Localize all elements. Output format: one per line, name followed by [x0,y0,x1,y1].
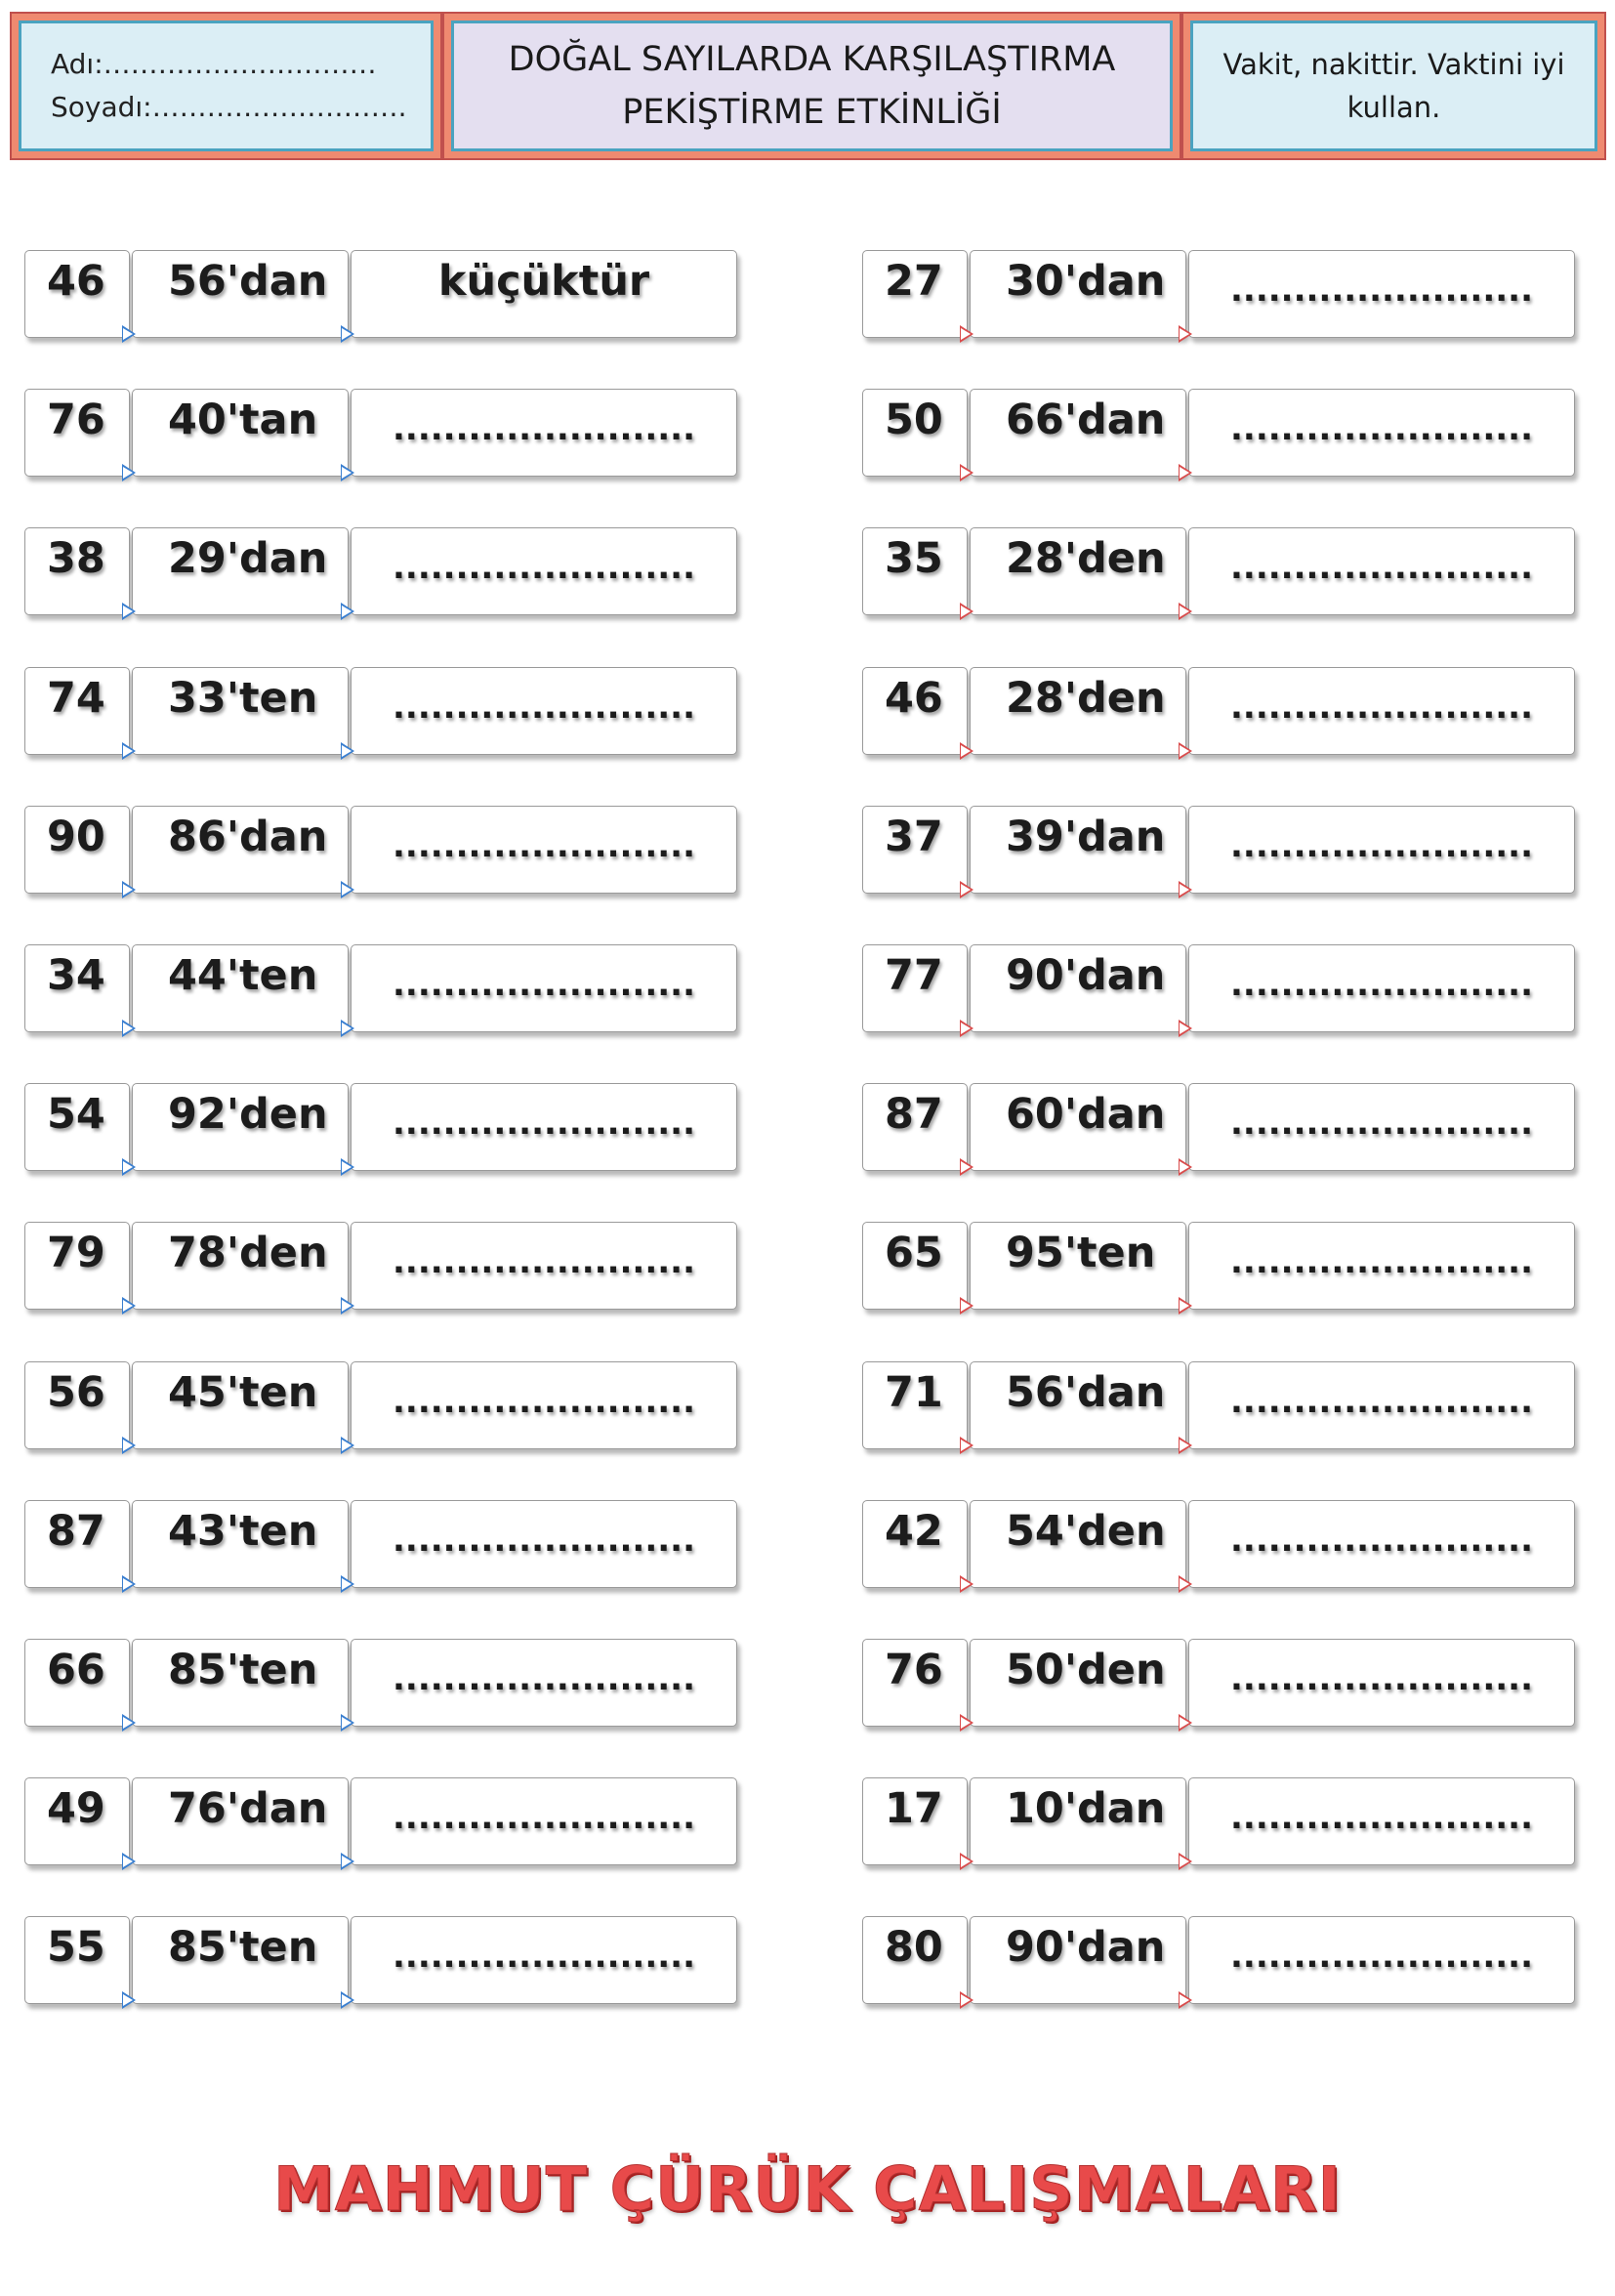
number-box [24,1777,130,1865]
answer-box[interactable] [351,806,737,894]
student-info-box [10,12,442,160]
comparison-value: 92'den [168,1090,328,1139]
answer-value[interactable]: ........................ [393,409,695,448]
arrow-icon [1179,881,1192,898]
number-box [24,1083,130,1171]
answer-value[interactable]: ........................ [393,1798,695,1837]
answer-box[interactable] [1188,527,1575,615]
arrow-icon [122,881,136,898]
number-box [862,389,968,477]
comparison-value: 10'dan [1006,1784,1166,1833]
comparison-value: 78'den [168,1229,328,1277]
author-footer: MAHMUT ÇÜRÜK ÇALIŞMALARI [273,2153,1342,2225]
comparison-box [132,1777,349,1865]
answer-box[interactable] [1188,1222,1575,1310]
motto-box [1181,12,1606,160]
comparison-box [970,1083,1186,1171]
arrow-icon [960,464,973,481]
comparison-value: 30'dan [1006,257,1166,306]
comparison-value: 43'ten [168,1507,318,1556]
number-box [862,250,968,338]
comparison-box [132,250,349,338]
answer-box[interactable] [351,527,737,615]
answer-box[interactable] [1188,1639,1575,1727]
number-box [862,806,968,894]
comparison-value: 90'dan [1006,1923,1166,1972]
number-value: 37 [885,813,943,861]
arrow-icon [341,1158,354,1176]
answer-box[interactable] [351,1777,737,1865]
comparison-value: 28'den [1006,674,1166,723]
surname-field-label[interactable]: Soyadı:………………………. [51,91,407,123]
student-info-inner [19,21,434,151]
number-box [862,1361,968,1449]
arrow-icon [960,325,973,343]
comparison-value: 85'ten [168,1923,318,1972]
arrow-icon [1179,325,1192,343]
number-box [24,1639,130,1727]
arrow-icon [122,1437,136,1454]
arrow-icon [1179,603,1192,620]
arrow-icon [122,603,136,620]
arrow-icon [960,1437,973,1454]
number-value: 71 [885,1368,943,1417]
comparison-box [970,1916,1186,2004]
arrow-icon [341,881,354,898]
answer-box[interactable] [1188,250,1575,338]
comparison-value: 66'dan [1006,396,1166,444]
answer-box[interactable] [1188,1916,1575,2004]
answer-value[interactable]: ........................ [1230,1798,1533,1837]
answer-box[interactable] [351,1500,737,1588]
answer-box[interactable] [1188,1361,1575,1449]
arrow-icon [122,1853,136,1870]
arrow-icon [122,1297,136,1315]
answer-box[interactable] [351,1639,737,1727]
answer-value[interactable]: ........................ [393,1382,695,1421]
arrow-icon [960,742,973,760]
number-value: 50 [885,396,943,444]
number-value: 76 [47,396,105,444]
arrow-icon [341,1853,354,1870]
arrow-icon [1179,1853,1192,1870]
comparison-value: 45'ten [168,1368,318,1417]
comparison-value: 95'ten [1006,1229,1156,1277]
comparison-box [132,1639,349,1727]
arrow-icon [960,603,973,620]
answer-value[interactable]: ........................ [1230,1937,1533,1976]
arrow-icon [341,1575,354,1593]
answer-value[interactable]: ........................ [393,688,695,727]
arrow-icon [122,464,136,481]
number-box [24,1361,130,1449]
answer-box[interactable] [351,1916,737,2004]
comparison-box [970,250,1186,338]
answer-box[interactable] [1188,944,1575,1032]
answer-box[interactable] [351,667,737,755]
comparison-value: 44'ten [168,951,318,1000]
comparison-box [132,806,349,894]
answer-value[interactable]: ........................ [1230,826,1533,865]
number-box [862,1222,968,1310]
number-box [862,1639,968,1727]
comparison-value: 28'den [1006,534,1166,583]
number-value: 42 [885,1507,943,1556]
number-box [862,944,968,1032]
number-value: 79 [47,1229,105,1277]
answer-value[interactable]: küçüktür [437,257,650,306]
comparison-value: 39'dan [1006,813,1166,861]
number-box [24,1500,130,1588]
comparison-box [970,1777,1186,1865]
answer-value[interactable]: ........................ [1230,965,1533,1004]
answer-box[interactable] [351,1222,737,1310]
number-value: 77 [885,951,943,1000]
answer-value[interactable]: ........................ [1230,1242,1533,1281]
comparison-value: 76'dan [168,1784,328,1833]
number-value: 66 [47,1646,105,1694]
comparison-value: 29'dan [168,534,328,583]
answer-value[interactable]: ........................ [1230,688,1533,727]
comparison-value: 33'ten [168,674,318,723]
number-box [862,527,968,615]
answer-value[interactable]: ........................ [1230,548,1533,587]
number-value: 46 [47,257,105,306]
comparison-value: 56'dan [1006,1368,1166,1417]
number-box [862,667,968,755]
number-value: 90 [47,813,105,861]
worksheet-title-line2: PEKİŞTİRME ETKİNLİĞİ [622,93,1002,132]
number-value: 55 [47,1923,105,1972]
answer-value[interactable]: ........................ [393,1521,695,1560]
comparison-value: 56'dan [168,257,328,306]
motto-inner [1190,21,1597,151]
number-value: 49 [47,1784,105,1833]
arrow-icon [341,1297,354,1315]
answer-box[interactable] [351,389,737,477]
arrow-icon [122,1020,136,1037]
answer-value[interactable]: ........................ [1230,1382,1533,1421]
title-inner [451,21,1173,151]
number-box [24,527,130,615]
answer-box[interactable] [1188,1777,1575,1865]
name-field-label[interactable]: Adı:………………………… [51,48,377,80]
worksheet-header [10,12,1606,160]
arrow-icon [1179,1297,1192,1315]
number-box [862,1916,968,2004]
comparison-box [970,527,1186,615]
answer-value[interactable]: ........................ [1230,409,1533,448]
answer-box[interactable] [351,1083,737,1171]
comparison-box [132,1500,349,1588]
number-value: 87 [47,1507,105,1556]
comparison-box [970,806,1186,894]
arrow-icon [1179,1714,1192,1732]
arrow-icon [1179,1020,1192,1037]
answer-box[interactable] [351,944,737,1032]
comparison-box [970,1361,1186,1449]
comparison-box [132,667,349,755]
arrow-icon [341,1020,354,1037]
arrow-icon [960,881,973,898]
answer-value[interactable]: ........................ [393,1659,695,1698]
comparison-value: 40'tan [168,396,318,444]
arrow-icon [960,1158,973,1176]
answer-box[interactable] [1188,667,1575,755]
number-value: 46 [885,674,943,723]
number-box [24,806,130,894]
comparison-box [132,944,349,1032]
arrow-icon [960,1575,973,1593]
arrow-icon [122,1575,136,1593]
comparison-value: 50'den [1006,1646,1166,1694]
answer-box[interactable] [351,1361,737,1449]
answer-box[interactable] [1188,1500,1575,1588]
comparison-box [132,1916,349,2004]
answer-value[interactable]: ........................ [1230,1659,1533,1698]
arrow-icon [960,1297,973,1315]
comparison-value: 85'ten [168,1646,318,1694]
motto-line1: Vakit, nakittir. Vaktini iyi [1222,48,1565,81]
comparison-value: 86'dan [168,813,328,861]
answer-value[interactable]: ........................ [1230,1104,1533,1143]
comparison-box [132,1222,349,1310]
motto-line2: kullan. [1346,91,1441,124]
answer-value[interactable]: ........................ [1230,271,1533,310]
answer-box[interactable] [1188,389,1575,477]
arrow-icon [1179,464,1192,481]
comparison-box [970,944,1186,1032]
arrow-icon [960,1853,973,1870]
arrow-icon [341,1714,354,1732]
arrow-icon [1179,1575,1192,1593]
number-value: 34 [47,951,105,1000]
arrow-icon [341,464,354,481]
arrow-icon [341,1991,354,2009]
number-box [24,1916,130,2004]
arrow-icon [122,325,136,343]
number-box [24,1222,130,1310]
number-value: 17 [885,1784,943,1833]
arrow-icon [960,1991,973,2009]
answer-value[interactable]: ........................ [393,1242,695,1281]
number-box [24,667,130,755]
number-box [862,1500,968,1588]
worksheet-title-line1: DOĞAL SAYILARDA KARŞILAŞTIRMA [508,40,1116,79]
answer-value[interactable]: ........................ [393,1937,695,1976]
number-value: 74 [47,674,105,723]
comparison-box [132,527,349,615]
answer-value[interactable]: ........................ [393,826,695,865]
number-box [24,389,130,477]
number-value: 65 [885,1229,943,1277]
number-value: 80 [885,1923,943,1972]
arrow-icon [341,603,354,620]
number-box [862,1777,968,1865]
comparison-box [132,1083,349,1171]
arrow-icon [1179,742,1192,760]
number-box [862,1083,968,1171]
answer-value[interactable]: ........................ [393,548,695,587]
arrow-icon [122,742,136,760]
answer-box[interactable] [1188,1083,1575,1171]
number-value: 38 [47,534,105,583]
number-value: 35 [885,534,943,583]
arrow-icon [1179,1991,1192,2009]
number-box [24,944,130,1032]
comparison-box [132,1361,349,1449]
arrow-icon [341,1437,354,1454]
arrow-icon [1179,1158,1192,1176]
comparison-box [970,667,1186,755]
comparison-value: 60'dan [1006,1090,1166,1139]
answer-box[interactable] [351,250,737,338]
arrow-icon [960,1714,973,1732]
arrow-icon [1179,1437,1192,1454]
arrow-icon [122,1714,136,1732]
arrow-icon [122,1158,136,1176]
comparison-value: 90'dan [1006,951,1166,1000]
comparison-box [970,1639,1186,1727]
arrow-icon [960,1020,973,1037]
title-box [442,12,1181,160]
number-value: 27 [885,257,943,306]
number-value: 54 [47,1090,105,1139]
answer-value[interactable]: ........................ [393,965,695,1004]
arrow-icon [341,742,354,760]
number-value: 56 [47,1368,105,1417]
arrow-icon [341,325,354,343]
comparison-box [970,389,1186,477]
number-box [24,250,130,338]
comparison-box [970,1222,1186,1310]
comparison-box [132,389,349,477]
answer-box[interactable] [1188,806,1575,894]
comparison-box [970,1500,1186,1588]
arrow-icon [122,1991,136,2009]
number-value: 76 [885,1646,943,1694]
answer-value[interactable]: ........................ [393,1104,695,1143]
number-value: 87 [885,1090,943,1139]
comparison-value: 54'den [1006,1507,1166,1556]
answer-value[interactable]: ........................ [1230,1521,1533,1560]
